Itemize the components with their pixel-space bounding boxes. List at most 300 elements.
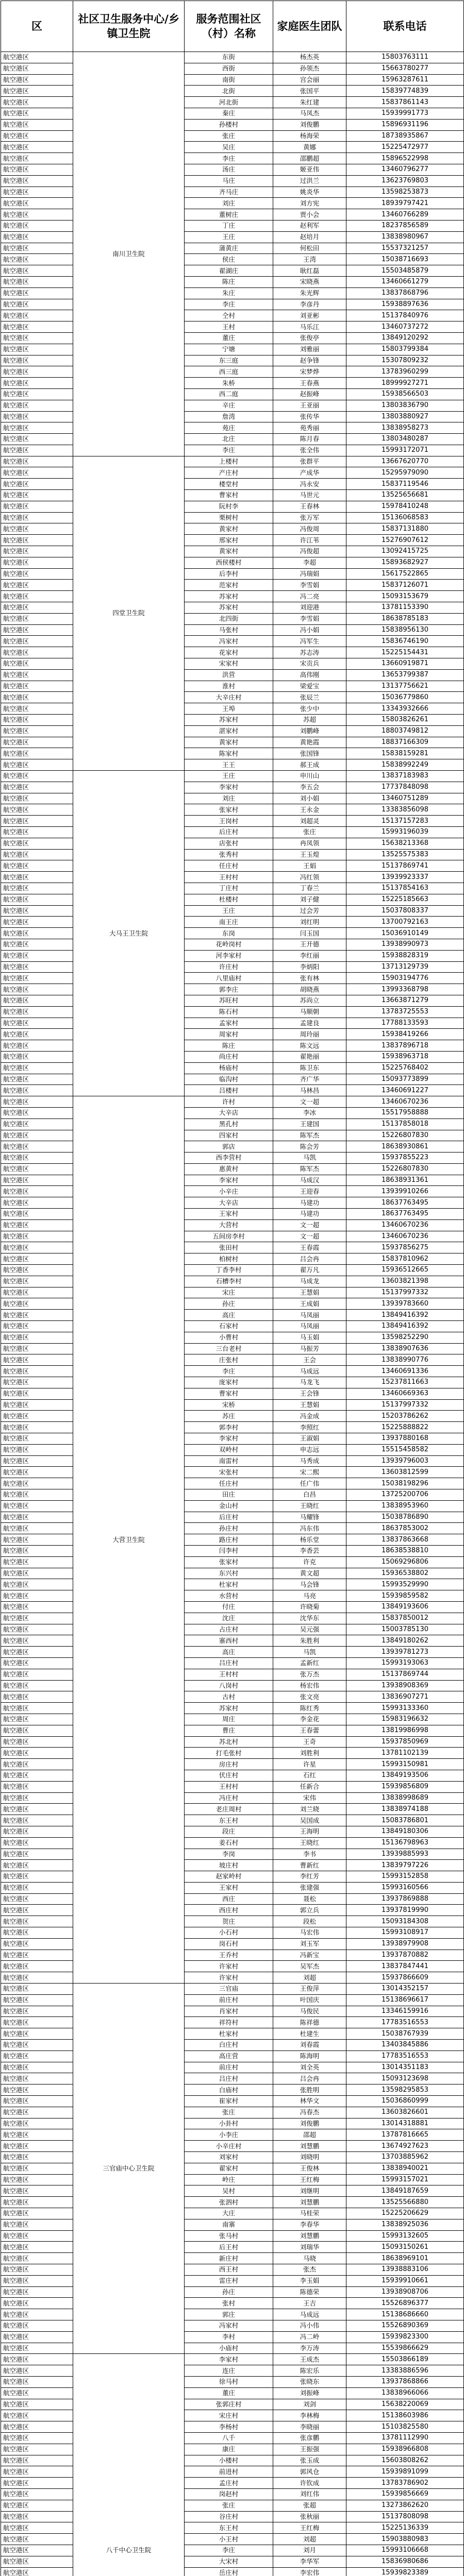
phone-cell: 15137869744: [346, 1669, 464, 1680]
team-cell: 李华军: [273, 2556, 346, 2567]
district-cell: 航空港区: [1, 209, 73, 221]
district-cell: 航空港区: [1, 782, 73, 793]
district-cell: 航空港区: [1, 1040, 73, 1052]
village-cell: 白庙村: [185, 2084, 273, 2096]
team-cell: 刘晓明: [273, 2152, 346, 2163]
team-cell: 闫玉国: [273, 928, 346, 939]
village-cell: 李庄: [185, 1366, 273, 1377]
village-cell: 王村村: [185, 872, 273, 883]
phone-cell: 15837119546: [346, 479, 464, 490]
team-cell: 刘红明: [273, 917, 346, 928]
district-cell: 航空港区: [1, 2152, 73, 2163]
table-row: [1, 2432, 464, 2444]
table-row: [1, 1411, 464, 1422]
village-cell: 南雷村: [185, 1455, 273, 1467]
table-row: [1, 2534, 464, 2545]
phone-cell: 13838980967: [346, 231, 464, 243]
village-cell: 孙庄: [185, 1298, 273, 1310]
phone-cell: 18637763495: [346, 1197, 464, 1209]
phone-cell: 15993108917: [346, 1927, 464, 1939]
village-cell: 张秀村: [185, 849, 273, 860]
village-cell: 小石村: [185, 1927, 273, 1939]
phone-cell: 15938419266: [346, 1029, 464, 1040]
village-cell: 杜家村: [185, 1579, 273, 1590]
team-cell: 张杰: [273, 2264, 346, 2275]
table-row: [1, 602, 464, 614]
district-cell: 航空港区: [1, 1545, 73, 1556]
table-row: [1, 2500, 464, 2511]
phone-cell: 15276907612: [346, 535, 464, 546]
village-cell: 产庄村: [185, 467, 273, 479]
district-cell: 航空港区: [1, 591, 73, 602]
team-cell: 王亚丽: [273, 400, 346, 411]
district-cell: 航空港区: [1, 557, 73, 568]
phone-cell: 15803763111: [346, 52, 464, 63]
table-row: [1, 1647, 464, 1658]
phone-cell: 13525566880: [346, 2197, 464, 2208]
table-row: [1, 939, 464, 950]
team-cell: 曹新红: [273, 1860, 346, 1871]
phone-cell: 15138696617: [346, 1994, 464, 2006]
phone-cell: 13460661279: [346, 276, 464, 287]
table-row: [1, 2410, 464, 2421]
village-cell: 黄家村: [185, 523, 273, 535]
table-row: [1, 2455, 464, 2466]
village-cell: 邢家村: [185, 535, 273, 546]
village-cell: 杨庙村: [185, 1062, 273, 1074]
table-row: [1, 2197, 464, 2208]
district-cell: 航空港区: [1, 265, 73, 277]
phone-cell: 15838956130: [346, 624, 464, 636]
table-row: [1, 1512, 464, 1523]
phone-cell: 13837896718: [346, 1040, 464, 1052]
district-cell: 航空港区: [1, 1332, 73, 1343]
village-cell: 打毛张村: [185, 1748, 273, 1759]
district-cell: 航空港区: [1, 1388, 73, 1399]
district-cell: 航空港区: [1, 1748, 73, 1759]
team-cell: 张庄: [273, 826, 346, 838]
table-row: [1, 1770, 464, 1781]
phone-cell: 13849193606: [346, 1601, 464, 1613]
phone-cell: 15837850012: [346, 1613, 464, 1624]
table-row: [1, 613, 464, 624]
team-cell: 宋伟: [273, 1792, 346, 1804]
village-cell: 李家村: [185, 782, 273, 793]
district-cell: 航空港区: [1, 1253, 73, 1265]
team-cell: 马乐江: [273, 321, 346, 333]
district-cell: 航空港区: [1, 1871, 73, 1883]
phone-cell: 15036860999: [346, 2096, 464, 2107]
district-cell: 航空港区: [1, 1366, 73, 1377]
phone-cell: 13937869888: [346, 1893, 464, 1905]
phone-cell: 15836980686: [346, 2556, 464, 2567]
team-cell: 陈月春: [273, 434, 346, 445]
phone-cell: 15903880983: [346, 2534, 464, 2545]
phone-cell: 15307809232: [346, 355, 464, 366]
table-row: [1, 153, 464, 164]
village-cell: 蒲黄庄: [185, 243, 273, 254]
village-cell: 朱庄: [185, 287, 273, 299]
village-cell: 郭店: [185, 1141, 273, 1153]
phone-cell: 15137840976: [346, 310, 464, 321]
district-cell: 航空港区: [1, 725, 73, 737]
district-cell: 航空港区: [1, 1938, 73, 1950]
phone-cell: 15837126071: [346, 580, 464, 591]
village-cell: 许庄村: [185, 961, 273, 973]
district-cell: 航空港区: [1, 1714, 73, 1725]
team-cell: 姬亚伟: [273, 164, 346, 175]
district-cell: 航空港区: [1, 816, 73, 827]
phone-cell: 15993133360: [346, 1703, 464, 1714]
district-cell: 航空港区: [1, 748, 73, 759]
phone-cell: 15993529990: [346, 1579, 464, 1590]
village-cell: 冯庄村: [185, 1792, 273, 1804]
table-row: [1, 2141, 464, 2152]
team-cell: 马凤杰: [273, 108, 346, 119]
team-cell: 张国平: [273, 86, 346, 97]
district-cell: 航空港区: [1, 1624, 73, 1635]
table-row: [1, 1736, 464, 1748]
table-row: [1, 1163, 464, 1175]
district-cell: 航空港区: [1, 321, 73, 333]
table-row: [1, 883, 464, 894]
table-row: [1, 1657, 464, 1669]
district-cell: 航空港区: [1, 2432, 73, 2444]
district-cell: 航空港区: [1, 108, 73, 119]
table-row: [1, 52, 464, 63]
phone-cell: 15993160566: [346, 1882, 464, 1893]
phone-cell: 13781102139: [346, 1748, 464, 1759]
phone-cell: 17783516553: [346, 2050, 464, 2062]
district-cell: 航空港区: [1, 2455, 73, 2466]
team-cell: 陈德荣: [273, 2286, 346, 2298]
district-cell: 航空港区: [1, 905, 73, 917]
district-cell: 航空港区: [1, 479, 73, 490]
district-cell: 航空港区: [1, 1512, 73, 1523]
team-cell: 李宏伟: [273, 2567, 346, 2576]
village-cell: 西李营村: [185, 1153, 273, 1164]
table-row: [1, 1804, 464, 1815]
district-cell: 航空港区: [1, 2230, 73, 2242]
district-cell: 航空港区: [1, 220, 73, 231]
village-cell: 冯家村: [185, 636, 273, 647]
village-cell: 陈石村: [185, 1006, 273, 1018]
team-cell: 孟新红: [273, 1657, 346, 1669]
phone-cell: 15103825580: [346, 2421, 464, 2433]
team-cell: 李雪娟: [273, 613, 346, 624]
table-row: [1, 759, 464, 771]
team-cell: 张胜明: [273, 2084, 346, 2096]
district-cell: 航空港区: [1, 2006, 73, 2017]
village-cell: 南王庄: [185, 917, 273, 928]
village-cell: 小曹村: [185, 1332, 273, 1343]
phone-cell: 13781112990: [346, 2432, 464, 2444]
village-cell: 刘庄: [185, 793, 273, 804]
table-row: [1, 715, 464, 726]
table-row: [1, 164, 464, 175]
phone-cell: 13939796003: [346, 1455, 464, 1467]
table-row: [1, 1669, 464, 1680]
village-cell: 丁庄: [185, 220, 273, 231]
village-cell: 陈庄: [185, 1040, 273, 1052]
team-cell: 朱光辉: [273, 287, 346, 299]
team-cell: 马成远: [273, 1366, 346, 1377]
phone-cell: 15093150261: [346, 2242, 464, 2253]
health-center-cell: 大马王卫生院: [73, 771, 185, 1096]
district-cell: 航空港区: [1, 1792, 73, 1804]
district-cell: 航空港区: [1, 1163, 73, 1175]
village-cell: 吕庄村: [185, 2073, 273, 2084]
village-cell: 王家村: [185, 1882, 273, 1893]
table-row: [1, 546, 464, 557]
phone-cell: 15803799384: [346, 344, 464, 355]
district-cell: 航空港区: [1, 490, 73, 501]
village-cell: 辛庄: [185, 400, 273, 411]
phone-cell: 15503485879: [346, 265, 464, 277]
team-cell: 朱胜利: [273, 1635, 346, 1647]
district-cell: 航空港区: [1, 2488, 73, 2500]
district-cell: 航空港区: [1, 332, 73, 344]
table-row: [1, 1343, 464, 1354]
district-cell: 航空港区: [1, 422, 73, 434]
phone-cell: 15896522998: [346, 153, 464, 164]
village-cell: 苏家村: [185, 591, 273, 602]
village-cell: 宁塘: [185, 344, 273, 355]
team-cell: 李雪娟: [273, 580, 346, 591]
district-cell: 航空港区: [1, 198, 73, 209]
header-phone: 联系电话: [346, 1, 464, 52]
table-row: [1, 2309, 464, 2320]
phone-cell: 13525575383: [346, 849, 464, 860]
district-cell: 航空港区: [1, 2320, 73, 2331]
team-cell: 黄文超: [273, 1568, 346, 1579]
phone-cell: 15225206629: [346, 2208, 464, 2219]
district-cell: 航空港区: [1, 1613, 73, 1624]
table-row: [1, 1759, 464, 1770]
district-cell: 航空港区: [1, 2107, 73, 2118]
phone-cell: 13460751289: [346, 793, 464, 804]
team-cell: 王振强: [273, 2444, 346, 2455]
table-row: [1, 1006, 464, 1018]
phone-cell: 15839774839: [346, 86, 464, 97]
phone-cell: 15037808337: [346, 905, 464, 917]
team-cell: 吴元强: [273, 1624, 346, 1635]
table-row: [1, 1624, 464, 1635]
table-row: [1, 1691, 464, 1703]
district-cell: 航空港区: [1, 2421, 73, 2433]
phone-cell: 13603826601: [346, 2107, 464, 2118]
team-cell: 刘慧鹏: [273, 2197, 346, 2208]
district-cell: 航空港区: [1, 1444, 73, 1455]
village-cell: 徐马村: [185, 2376, 273, 2387]
phone-cell: 13939885993: [346, 1849, 464, 1860]
table-row: [1, 2006, 464, 2017]
team-cell: 马建功: [273, 1197, 346, 1209]
team-cell: 翟艳丽: [273, 1051, 346, 1062]
phone-cell: 15838159281: [346, 748, 464, 759]
district-cell: 航空港区: [1, 636, 73, 647]
district-cell: 航空港区: [1, 1118, 73, 1130]
table-row: [1, 388, 464, 400]
village-cell: 丁庄村: [185, 883, 273, 894]
district-cell: 航空港区: [1, 1467, 73, 1478]
team-cell: 张有林: [273, 973, 346, 984]
phone-cell: 15638213368: [346, 838, 464, 849]
phone-cell: 15963287611: [346, 74, 464, 86]
team-cell: 马桂荣: [273, 2208, 346, 2219]
district-cell: 航空港区: [1, 1781, 73, 1792]
village-cell: 河北街: [185, 97, 273, 108]
health-center-cell: 三官庙中心卫生院: [73, 1984, 185, 2354]
team-cell: 马耀锋: [273, 1512, 346, 1523]
team-cell: 郝王成: [273, 759, 346, 771]
village-cell: 侯庄: [185, 254, 273, 265]
table-row: [1, 2444, 464, 2455]
team-cell: 邵超: [273, 2129, 346, 2141]
table-row: [1, 658, 464, 670]
phone-cell: 13383856098: [346, 804, 464, 816]
district-cell: 航空港区: [1, 917, 73, 928]
district-cell: 航空港区: [1, 2331, 73, 2343]
table-row: [1, 1500, 464, 1512]
phone-cell: 13837868796: [346, 287, 464, 299]
district-cell: 航空港区: [1, 1815, 73, 1826]
phone-cell: 13346159916: [346, 2006, 464, 2017]
team-cell: 刘慧鹏: [273, 2141, 346, 2152]
table-row: [1, 2219, 464, 2230]
phone-cell: 13849416392: [346, 1321, 464, 1332]
team-cell: 陈宏乐: [273, 2365, 346, 2377]
team-cell: 宋晓燕: [273, 276, 346, 287]
phone-cell: 13938990973: [346, 939, 464, 950]
district-cell: 航空港区: [1, 849, 73, 860]
district-cell: 航空港区: [1, 546, 73, 557]
village-cell: 翟湖庄: [185, 265, 273, 277]
table-row: [1, 849, 464, 860]
district-cell: 航空港区: [1, 512, 73, 523]
village-cell: 孟家村: [185, 1018, 273, 1029]
district-cell: 航空港区: [1, 2556, 73, 2567]
village-cell: 大辛店: [185, 1107, 273, 1118]
team-cell: 黄娜: [273, 142, 346, 153]
village-cell: 张田村: [185, 1242, 273, 1253]
village-cell: 东岗: [185, 928, 273, 939]
district-cell: 航空港区: [1, 2545, 73, 2556]
district-cell: 航空港区: [1, 1265, 73, 1276]
table-row: [1, 276, 464, 287]
district-cell: 航空港区: [1, 1635, 73, 1647]
team-cell: 李万涛: [273, 2343, 346, 2354]
team-cell: 马凯: [273, 1153, 346, 1164]
team-cell: 李红丽: [273, 950, 346, 961]
health-center-cell: 南川卫生院: [73, 52, 185, 456]
table-row: [1, 378, 464, 389]
table-row: [1, 243, 464, 254]
table-row: [1, 265, 464, 277]
village-cell: 占庄村: [185, 1624, 273, 1635]
table-row: [1, 1153, 464, 1164]
phone-cell: 13937819990: [346, 1905, 464, 1916]
district-cell: 航空港区: [1, 299, 73, 310]
village-cell: 宋家村: [185, 658, 273, 670]
phone-cell: 15138686660: [346, 2309, 464, 2320]
phone-cell: 15838992249: [346, 759, 464, 771]
team-cell: 刘超灵: [273, 816, 346, 827]
phone-cell: 17783516553: [346, 2017, 464, 2028]
phone-cell: 13803836790: [346, 400, 464, 411]
village-cell: 东王村: [185, 1815, 273, 1826]
table-row: [1, 681, 464, 692]
table-row: [1, 1096, 464, 1108]
village-cell: 董树庄: [185, 209, 273, 221]
district-cell: 航空港区: [1, 1500, 73, 1512]
phone-cell: 13713129739: [346, 961, 464, 973]
village-cell: 西侯楼村: [185, 557, 273, 568]
team-cell: 冯小娟: [273, 624, 346, 636]
village-cell: 郭李村: [185, 1422, 273, 1433]
village-cell: 大宋村: [185, 2556, 273, 2567]
village-cell: 尚庄村: [185, 1051, 273, 1062]
table-row: [1, 950, 464, 961]
village-cell: 闫李村: [185, 1545, 273, 1556]
phone-cell: 15225154431: [346, 647, 464, 658]
team-cell: 孟建良: [273, 1018, 346, 1029]
table-row: [1, 624, 464, 636]
team-cell: 王会: [273, 1354, 346, 1366]
phone-cell: 13819986998: [346, 1725, 464, 1736]
table-row: [1, 2387, 464, 2399]
phone-cell: 13993368798: [346, 984, 464, 995]
table-row: [1, 2298, 464, 2309]
table-row: [1, 1118, 464, 1130]
village-cell: 苏北村: [185, 1736, 273, 1748]
village-cell: 河李家村: [185, 950, 273, 961]
table-row: [1, 692, 464, 703]
table-row: [1, 299, 464, 310]
phone-cell: 15137869741: [346, 860, 464, 872]
table-row: [1, 1219, 464, 1231]
team-cell: 刘继明: [273, 2185, 346, 2197]
table-row: [1, 1601, 464, 1613]
district-cell: 航空港区: [1, 287, 73, 299]
table-row: [1, 86, 464, 97]
village-cell: 前庄村: [185, 1994, 273, 2006]
team-cell: 张超: [273, 2500, 346, 2511]
team-cell: 马成龙: [273, 1276, 346, 1287]
village-cell: 付庄: [185, 1601, 273, 1613]
table-row: [1, 1310, 464, 1321]
district-cell: 航空港区: [1, 737, 73, 748]
table-row: [1, 1287, 464, 1298]
district-cell: 航空港区: [1, 2399, 73, 2410]
district-cell: 航空港区: [1, 1455, 73, 1467]
phone-cell: 13660919871: [346, 658, 464, 670]
phone-cell: 13838958273: [346, 422, 464, 434]
table-row: [1, 1422, 464, 1433]
table-row: [1, 860, 464, 872]
district-cell: 航空港区: [1, 692, 73, 703]
team-cell: 张秋丽: [273, 2511, 346, 2522]
district-cell: 航空港区: [1, 1175, 73, 1186]
village-cell: 郭李庄: [185, 984, 273, 995]
phone-cell: 15225888822: [346, 1422, 464, 1433]
phone-cell: 15837810962: [346, 1253, 464, 1265]
phone-cell: 13783786902: [346, 2478, 464, 2489]
district-cell: 航空港区: [1, 501, 73, 512]
table-row: [1, 1792, 464, 1804]
phone-cell: 13783725553: [346, 1006, 464, 1018]
table-row: [1, 917, 464, 928]
